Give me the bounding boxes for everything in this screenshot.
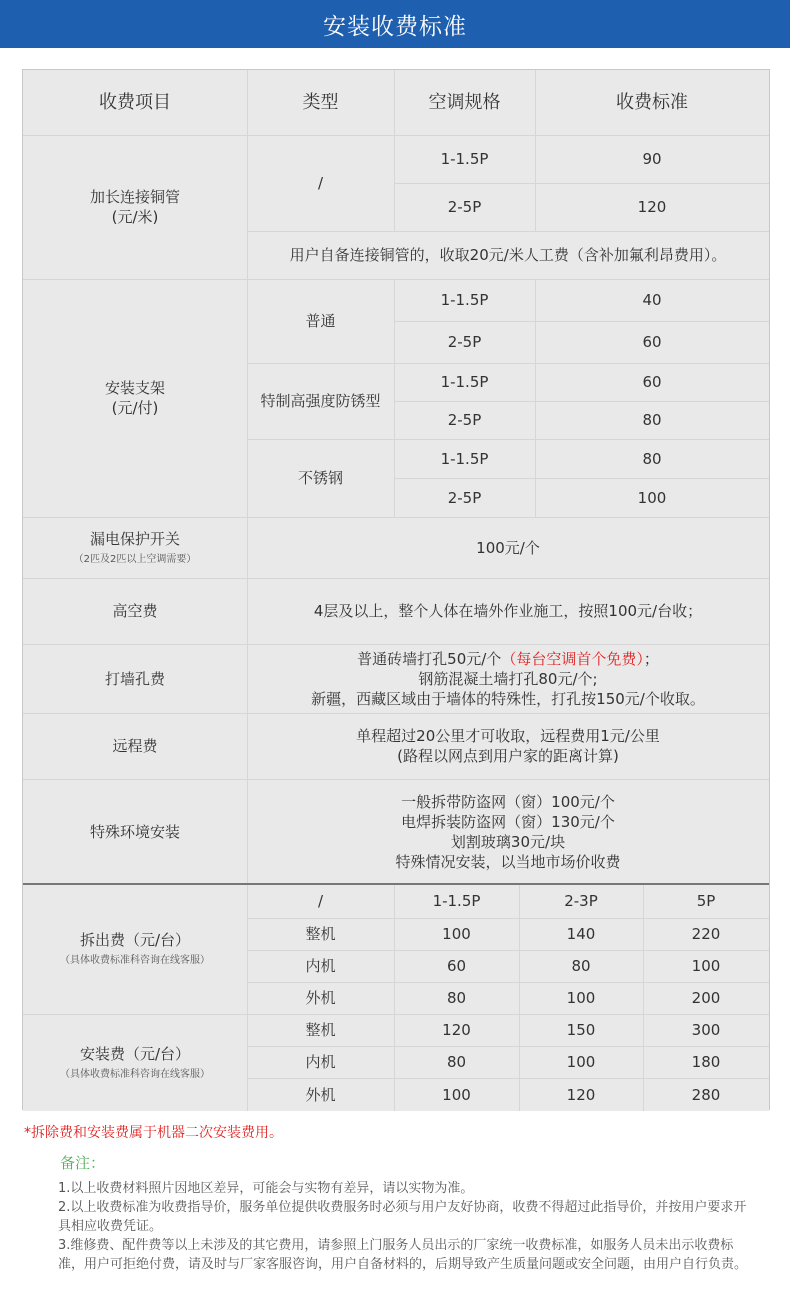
- removal-val-2-2: 80: [519, 950, 643, 982]
- grid-hline: [247, 231, 769, 232]
- special-item: 特殊环境安装: [23, 779, 247, 884]
- copper-note: 用户自备连接铜管的，收取20元/米人工费（含补加氟利昂费用）。: [247, 231, 769, 279]
- grid-hline: [247, 1046, 769, 1047]
- wall-hole-value: [247, 644, 769, 713]
- notes-title: 备注：: [60, 1154, 106, 1172]
- grid-hline: [247, 439, 769, 440]
- wall-hole-line-2: 钢筋混凝土墙打孔80元/个;: [418, 669, 598, 688]
- removal-val-3-1: 80: [394, 982, 519, 1014]
- bracket-type-3: 不锈钢: [247, 439, 394, 517]
- bracket-spec-2: 2-5P: [394, 321, 535, 363]
- grid-vline: [535, 70, 536, 231]
- copper-item-cell: [23, 135, 247, 279]
- grid-hline: [394, 401, 769, 402]
- bracket-price-2: 60: [535, 321, 769, 363]
- removal-val-2-1: 60: [394, 950, 519, 982]
- install-val-2-2: 100: [519, 1046, 643, 1078]
- wall-hole-free-note: （每台空调首个免费）: [501, 649, 644, 668]
- install-val-3-3: 280: [643, 1078, 769, 1111]
- removal-val-2-3: 100: [643, 950, 769, 982]
- copper-type: /: [247, 135, 394, 231]
- install-val-3-2: 120: [519, 1078, 643, 1111]
- install-type-2: 内机: [247, 1046, 394, 1078]
- wall-hole-line-1-b: ；: [643, 649, 659, 668]
- header-price: 收费标准: [535, 70, 769, 135]
- bracket-price-6: 100: [535, 478, 769, 517]
- unit-header-spec-2: 2-3P: [519, 884, 643, 918]
- height-item: 高空费: [23, 578, 247, 644]
- grid-hline: [23, 644, 769, 645]
- install-val-2-3: 180: [643, 1046, 769, 1078]
- leakage-item-cell: [23, 517, 247, 578]
- grid-vline: [394, 70, 395, 231]
- install-item-label: 安装费（元/台）: [79, 1044, 191, 1063]
- removal-item-label: 拆出费（元/台）: [79, 931, 191, 949]
- removal-val-1-2: 140: [519, 918, 643, 950]
- grid-vline: [535, 279, 536, 517]
- grid-hline: [23, 135, 769, 136]
- remote-line-2: (路程以网点到用户家的距离计算): [397, 747, 619, 765]
- grid-hline-strong: [23, 883, 769, 885]
- special-line-3: 划割玻璃30元/块: [450, 832, 566, 851]
- copper-spec-2: 2-5P: [394, 183, 535, 231]
- copper-unit-label: (元/米): [111, 208, 159, 226]
- grid-hline: [23, 279, 769, 280]
- special-value: [247, 779, 769, 884]
- bracket-spec-5: 1-1.5P: [394, 439, 535, 478]
- header-spec: 空调规格: [394, 70, 535, 135]
- special-line-4: 特殊情况安装，以当地市场价收费: [395, 852, 621, 871]
- note-line-1: 1.以上收费材料照片因地区差异，可能会与实物有差异，请以实物为准。: [58, 1181, 474, 1196]
- install-val-2-1: 80: [394, 1046, 519, 1078]
- bracket-spec-6: 2-5P: [394, 478, 535, 517]
- wall-hole-line-3: 新疆，西藏区域由于墙体的特殊性，打孔按150元/个收取。: [311, 689, 705, 708]
- copper-price-1: 90: [535, 135, 769, 183]
- copper-price-2: 120: [535, 183, 769, 231]
- grid-hline: [247, 950, 769, 951]
- removal-val-3-3: 200: [643, 982, 769, 1014]
- grid-hline: [247, 363, 769, 364]
- header-type: 类型: [247, 70, 394, 135]
- remote-item: 远程费: [23, 713, 247, 779]
- removal-type-2: 内机: [247, 950, 394, 982]
- grid-hline: [394, 321, 769, 322]
- fee-table: [22, 69, 770, 1110]
- remote-line-1: 单程超过20公里才可收取，远程费用1元/公里: [356, 727, 660, 745]
- grid-hline: [23, 713, 769, 714]
- grid-hline: [23, 779, 769, 780]
- grid-hline: [394, 478, 769, 479]
- grid-vline: [247, 70, 248, 1111]
- wall-hole-line-1-a: 普通砖墙打孔50元/个: [357, 649, 502, 668]
- removal-type-1: 整机: [247, 918, 394, 950]
- leakage-sub-label: （2匹及2匹以上空调需要）: [73, 553, 197, 565]
- removal-val-1-1: 100: [394, 918, 519, 950]
- grid-hline: [247, 1078, 769, 1079]
- install-val-1-3: 300: [643, 1014, 769, 1046]
- install-item-cell: [23, 1014, 247, 1111]
- special-line-2: 电焊拆装防盗网（窗）130元/个: [401, 812, 615, 831]
- bracket-spec-1: 1-1.5P: [394, 279, 535, 321]
- grid-hline: [23, 517, 769, 518]
- grid-hline: [23, 578, 769, 579]
- removal-type-3: 外机: [247, 982, 394, 1014]
- install-type-1: 整机: [247, 1014, 394, 1046]
- grid-vline: [394, 279, 395, 517]
- copper-item-label: 加长连接铜管: [89, 188, 180, 206]
- bracket-price-4: 80: [535, 401, 769, 439]
- bracket-item-label: 安装支架: [104, 379, 165, 397]
- unit-header-spec-3: 5P: [643, 884, 769, 918]
- removal-val-1-3: 220: [643, 918, 769, 950]
- install-type-3: 外机: [247, 1078, 394, 1111]
- leakage-item-label: 漏电保护开关: [89, 529, 180, 548]
- bracket-unit-label: (元/付): [111, 399, 159, 417]
- bracket-item-cell: [23, 279, 247, 517]
- copper-spec-1: 1-1.5P: [394, 135, 535, 183]
- leakage-value: 100元/个: [247, 517, 769, 578]
- grid-hline: [247, 918, 769, 919]
- wall-hole-item: 打墙孔费: [23, 644, 247, 713]
- height-value: 4层及以上，整个人体在墙外作业施工，按照100元/台收；: [247, 578, 769, 644]
- notes-body: [58, 1179, 748, 1274]
- secondary-install-note: *拆除费和安装费属于机器二次安装费用。: [24, 1125, 283, 1141]
- bracket-type-1: 普通: [247, 279, 394, 363]
- grid-hline: [23, 1014, 769, 1015]
- install-sub-label: （具体收费标准科咨询在线客服）: [60, 1068, 210, 1080]
- removal-sub-label: （具体收费标准科咨询在线客服）: [60, 955, 210, 966]
- removal-item-cell: [23, 884, 247, 1014]
- page-header: [0, 0, 790, 48]
- bracket-spec-3: 1-1.5P: [394, 363, 535, 401]
- wall-hole-line-1: [357, 649, 659, 669]
- unit-header-spec-1: 1-1.5P: [394, 884, 519, 918]
- bracket-price-5: 80: [535, 439, 769, 478]
- install-val-1-1: 120: [394, 1014, 519, 1046]
- bracket-type-2: 特制高强度防锈型: [247, 363, 394, 439]
- page-title: 安装收费标准: [323, 13, 467, 40]
- special-line-1: 一般拆带防盗网（窗）100元/个: [401, 792, 615, 811]
- unit-header-type: /: [247, 884, 394, 918]
- bracket-price-3: 60: [535, 363, 769, 401]
- install-val-3-1: 100: [394, 1078, 519, 1111]
- remote-value: [247, 713, 769, 779]
- note-line-2: 2.以上收费标准为收费指导价，服务单位提供收费服务时必须与用户友好协商，收费不得超过此指导价，并按用户要求开具相应收费凭证。: [58, 1200, 747, 1234]
- removal-val-3-2: 100: [519, 982, 643, 1014]
- bracket-price-1: 40: [535, 279, 769, 321]
- grid-hline: [394, 183, 769, 184]
- note-line-3: 3.维修费、配件费等以上未涉及的其它费用，请参照上门服务人员出示的厂家统一收费标准，如服务人员未出示收费标准，用户可拒绝付费，请及时与厂家客服咨询，用户自备材料的，后期导致产生质量问题或安全问题，由用户自行负责。: [58, 1238, 748, 1272]
- bracket-spec-4: 2-5P: [394, 401, 535, 439]
- install-val-1-2: 150: [519, 1014, 643, 1046]
- header-item: 收费项目: [23, 70, 247, 135]
- grid-hline: [247, 982, 769, 983]
